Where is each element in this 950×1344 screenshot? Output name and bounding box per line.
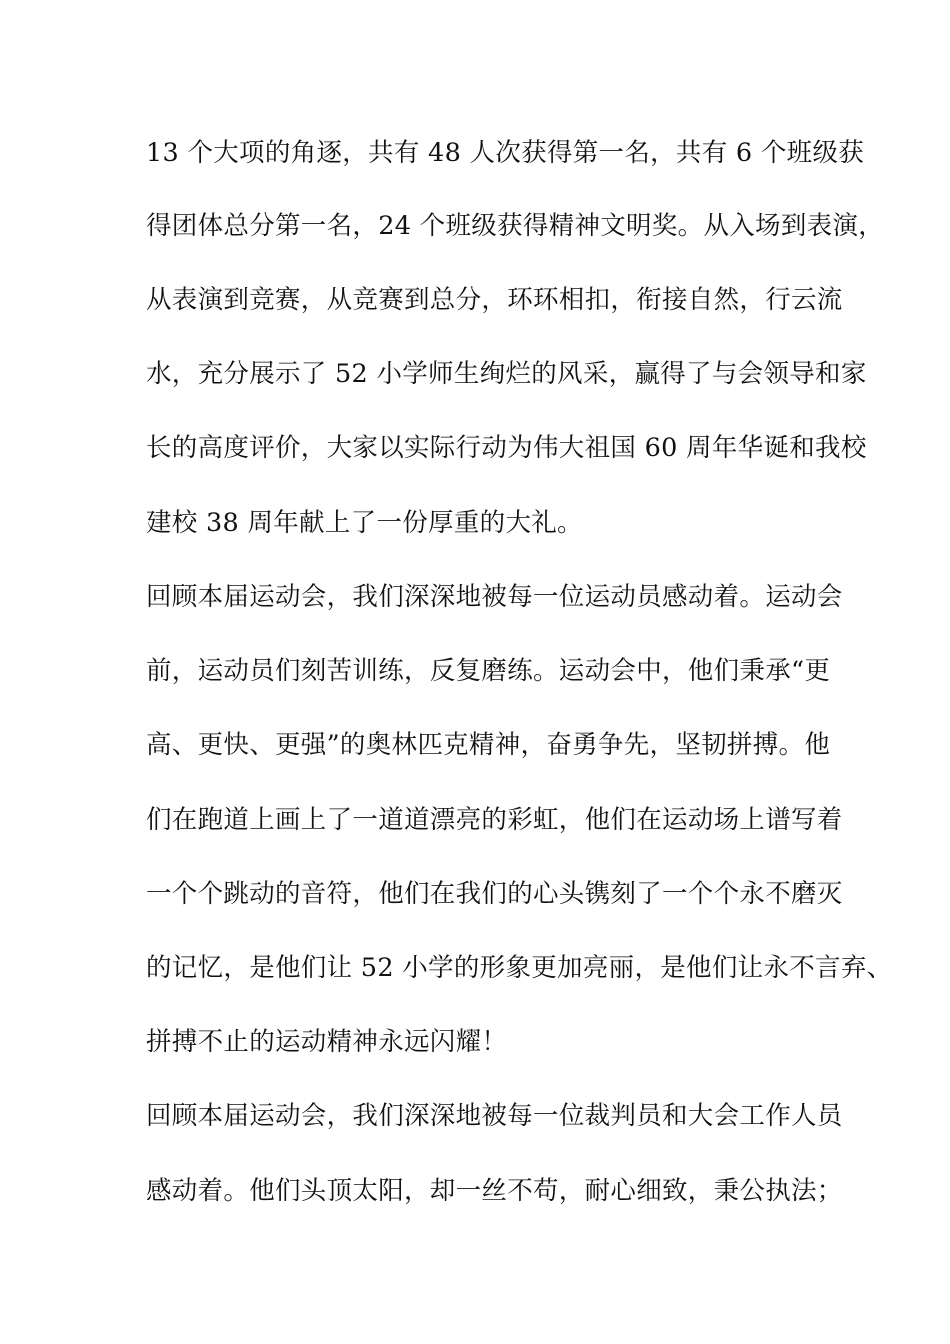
text-line: 水，充分展示了 52 小学师生绚烂的风采，赢得了与会领导和家: [146, 359, 867, 389]
text-line: 感动着。他们头顶太阳，却一丝不苟，耐心细致，秉公执法；: [146, 1176, 843, 1206]
text-line: 长的高度评价，大家以实际行动为伟大祖国 60 周年华诞和我校: [146, 433, 867, 463]
text-line: 建校 38 周年献上了一份厚重的大礼。: [146, 508, 583, 538]
text-line: 高、更快、更强”的奥林匹克精神，奋勇争先，坚韧拼搏。他: [146, 730, 831, 760]
text-line: 得团体总分第一名，24 个班级获得精神文明奖。从入场到表演，: [146, 211, 885, 241]
text-line: 回顾本届运动会，我们深深地被每一位裁判员和大会工作人员: [146, 1101, 843, 1131]
text-line: 前，运动员们刻苦训练，反复磨练。运动会中，他们秉承“更: [146, 656, 831, 686]
text-line: 一个个跳动的音符，他们在我们的心头镌刻了一个个永不磨灭: [146, 879, 843, 909]
text-line: 13 个大项的角逐，共有 48 人次获得第一名，共有 6 个班级获: [146, 138, 865, 168]
text-line: 们在跑道上画上了一道道漂亮的彩虹，他们在运动场上谱写着: [146, 805, 843, 835]
text-line: 回顾本届运动会，我们深深地被每一位运动员感动着。运动会: [146, 582, 843, 612]
text-line: 从表演到竞赛，从竞赛到总分，环环相扣，衔接自然，行云流: [146, 285, 843, 315]
text-line: 的记忆，是他们让 52 小学的形象更加亮丽，是他们让永不言弃、: [146, 953, 893, 983]
text-line: 拼搏不止的运动精神永远闪耀！: [146, 1027, 508, 1057]
